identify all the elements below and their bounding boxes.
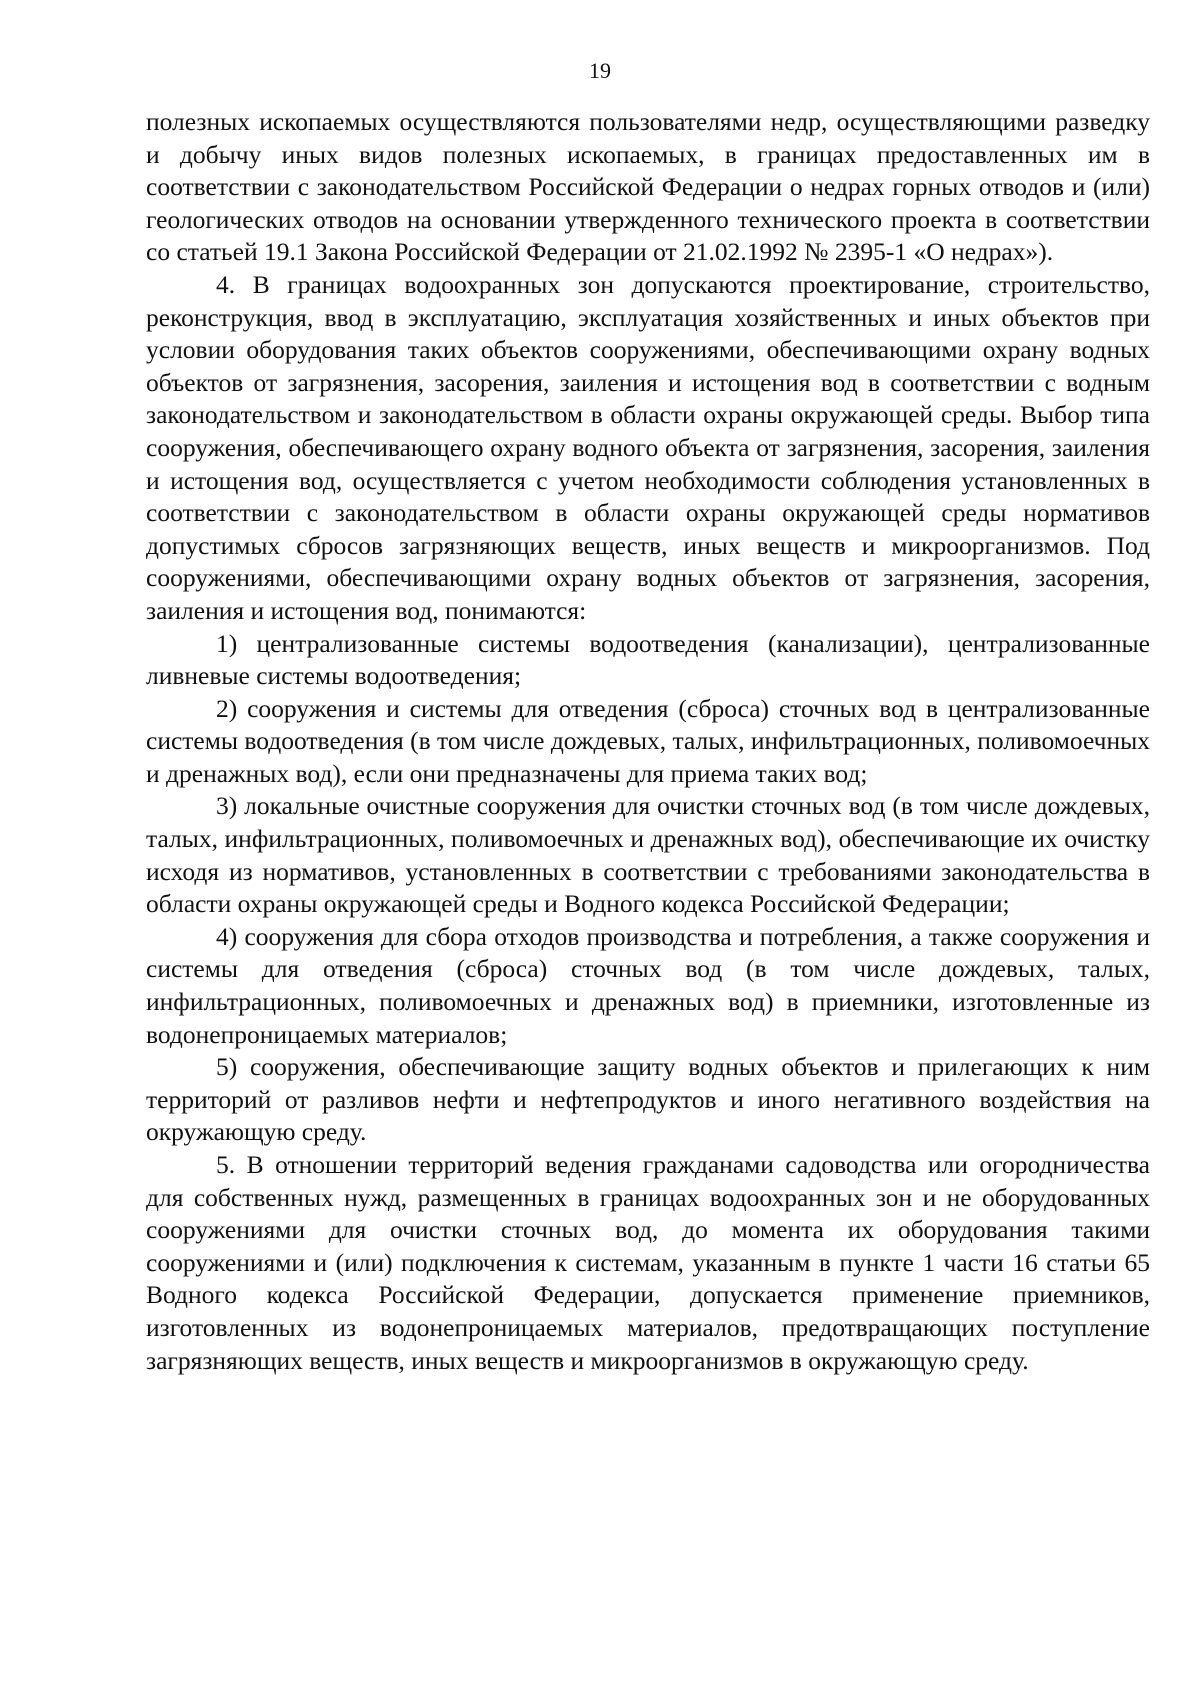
list-item-1: 1) централизованные системы водоотведения (канализации), централизованные ливневые системы водоотведения; [146, 628, 1150, 691]
list-item-2: 2) сооружения и системы для отведения (сброса) сточных вод в централизованные системы водоотведения (в том числе дождевых, талых, инфильтрационных, поливомоечных и дренажных вод), если они предназначены для приема таких вод; [146, 693, 1150, 788]
list-item-4: 4) сооружения для сбора отходов производства и потребления, а также сооружения и системы для отведения (сброса) сточных вод (в том числе дождевых, талых, инфильтрационных, поливомоечных и дренажных вод) в приемники, изготовленные из водонепроницаемых материалов; [146, 921, 1150, 1049]
document-body [146, 106, 1150, 1377]
paragraph-item-4: 4. В границах водоохранных зон допускаются проектирование, строительство, реконструкция, ввод в эксплуатацию, эксплуатация хозяйственных и иных объектов при условии оборудования таких объектов сооружениями, обеспечивающими охрану водных объектов от загрязнения, засорения, заиления и истощения вод в соответствии с водным законодательством и законодательством в области охраны окружающей среды. Выбор типа сооружения, обеспечивающего охрану водного объекта от загрязнения, засорения, заиления и истощения вод, осуществляется с учетом необходимости соблюдения установленных в соответствии с законодательством в области охраны окружающей среды нормативов допустимых сбросов загрязняющих веществ, иных веществ и микроорганизмов. Под сооружениями, обеспечивающими охрану водных объектов от загрязнения, засорения, заиления и истощения вод, понимаются: [146, 269, 1150, 625]
list-item-5: 5) сооружения, обеспечивающие защиту водных объектов и прилегающих к ним территорий от разливов нефти и нефтепродуктов и иного негативного воздействия на окружающую среду. [146, 1052, 1150, 1147]
page-number: 19 [589, 58, 611, 83]
list-item-3: 3) локальные очистные сооружения для очистки сточных вод (в том числе дождевых, талых, инфильтрационных, поливомоечных и дренажных вод), обеспечивающие их очистку исходя из нормативов, установленных в соответствии с требованиями законодательства в области охраны окружающей среды и Водного кодекса Российской Федерации; [146, 791, 1150, 919]
paragraph-continuation: полезных ископаемых осуществляются пользователями недр, осуществляющими разведку и добычу иных видов полезных ископаемых, в границах предоставленных им в соответствии с законодательством Российской Федерации о недрах горных отводов и (или) геологических отводов на основании утвержденного технического проекта в соответствии со статьей 19.1 Закона Российской Федерации от 21.02.1992 № 2395-1 «О недрах»). [146, 107, 1150, 267]
paragraph-item-5: 5. В отношении территорий ведения гражданами садоводства или огородничества для собственных нужд, размещенных в границах водоохранных зон и не оборудованных сооружениями для очистки сточных вод, до момента их оборудования такими сооружениями и (или) подключения к системам, указанным в пункте 1 части 16 статьи 65 Водного кодекса Российской Федерации, допускается применение приемников, изготовленных из водонепроницаемых материалов, предотвращающих поступление загрязняющих веществ, иных веществ и микроорганизмов в окружающую среду. [146, 1150, 1150, 1375]
